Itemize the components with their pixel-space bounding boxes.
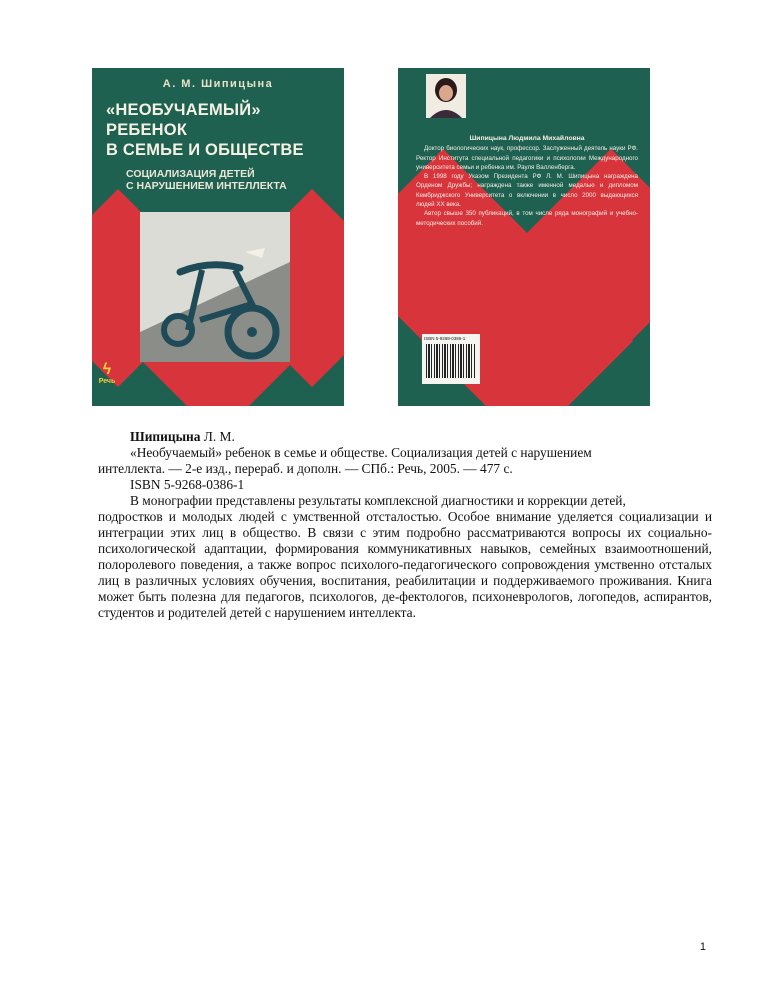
barcode-bars xyxy=(426,344,476,378)
barcode: ISBN 5-9268-0386-1 xyxy=(422,334,480,384)
cover-title: «НЕОБУЧАЕМЫЙ» РЕБЕНОК В СЕМЬЕ И ОБЩЕСТВЕ xyxy=(106,101,304,159)
author-heading: Шипицына Л. М. xyxy=(130,429,235,444)
cover-author: А. М. Шипицына xyxy=(162,78,274,90)
tricycle-illustration xyxy=(140,212,290,362)
annotation: подростков и молодых людей с умственной отсталостью. Особое внимание уделяется социализации и интеграции этих лиц в общество. В связи с этим подробно рассматриваются вопросы их социально-психологической адаптации, формирования коммуникативных навыков, семейных взаимоотношений, полоролевого поведения, а также вопрос психолого-педагогического сопровождения умственно отсталых лиц в различных условиях обучения, воспитания, реабилитации и поддерживаемого проживания. Книга может быть полезна для педагогов, психологов, де-фектологов, психоневрологов, логопедов, аспирантов, студентов и родителей детей с нарушением интеллекта. xyxy=(98,509,712,620)
bibliographic-record xyxy=(98,429,712,621)
cover-subtitle: СОЦИАЛИЗАЦИЯ ДЕТЕЙ С НАРУШЕНИЕМ ИНТЕЛЛЕКТА xyxy=(126,168,287,192)
back-cover-text: Шипицына Людмила Михайловна Доктор биологических наук, профессор. Заслуженный деятель науки РФ. Ректор Института специальной педагогики и психологии Международного университета семьи и ребенка им. Рауля Валленберга. В 1998 году Указом Президента РФ Л. М. Шипицына награждена Орденом Дружбы; награждена также именной медалью и дипломом Кембриджского Университета о включении в число 2000 выдающихся людей XX века. Автор свыше 350 публикаций, в том числе ряда монографий и учебно-методических пособий. xyxy=(416,135,638,227)
publisher-logo: ϟ Речь xyxy=(98,361,116,385)
page-number: 1 xyxy=(699,941,706,953)
citation: «Необучаемый» ребенок в семье и обществе. Социализация детей с нарушением xyxy=(130,445,592,460)
author-photo xyxy=(426,74,466,118)
isbn: ISBN 5-9268-0386-1 xyxy=(130,477,245,492)
front-cover-image xyxy=(92,68,344,406)
citation-continued: интеллекта. — 2-е изд., перераб. и дополн. — СПб.: Речь, 2005. — 477 с. xyxy=(98,461,513,476)
back-cover-image xyxy=(398,68,650,406)
annotation-first-line: В монографии представлены результаты комплексной диагностики и коррекции детей, xyxy=(130,493,626,508)
